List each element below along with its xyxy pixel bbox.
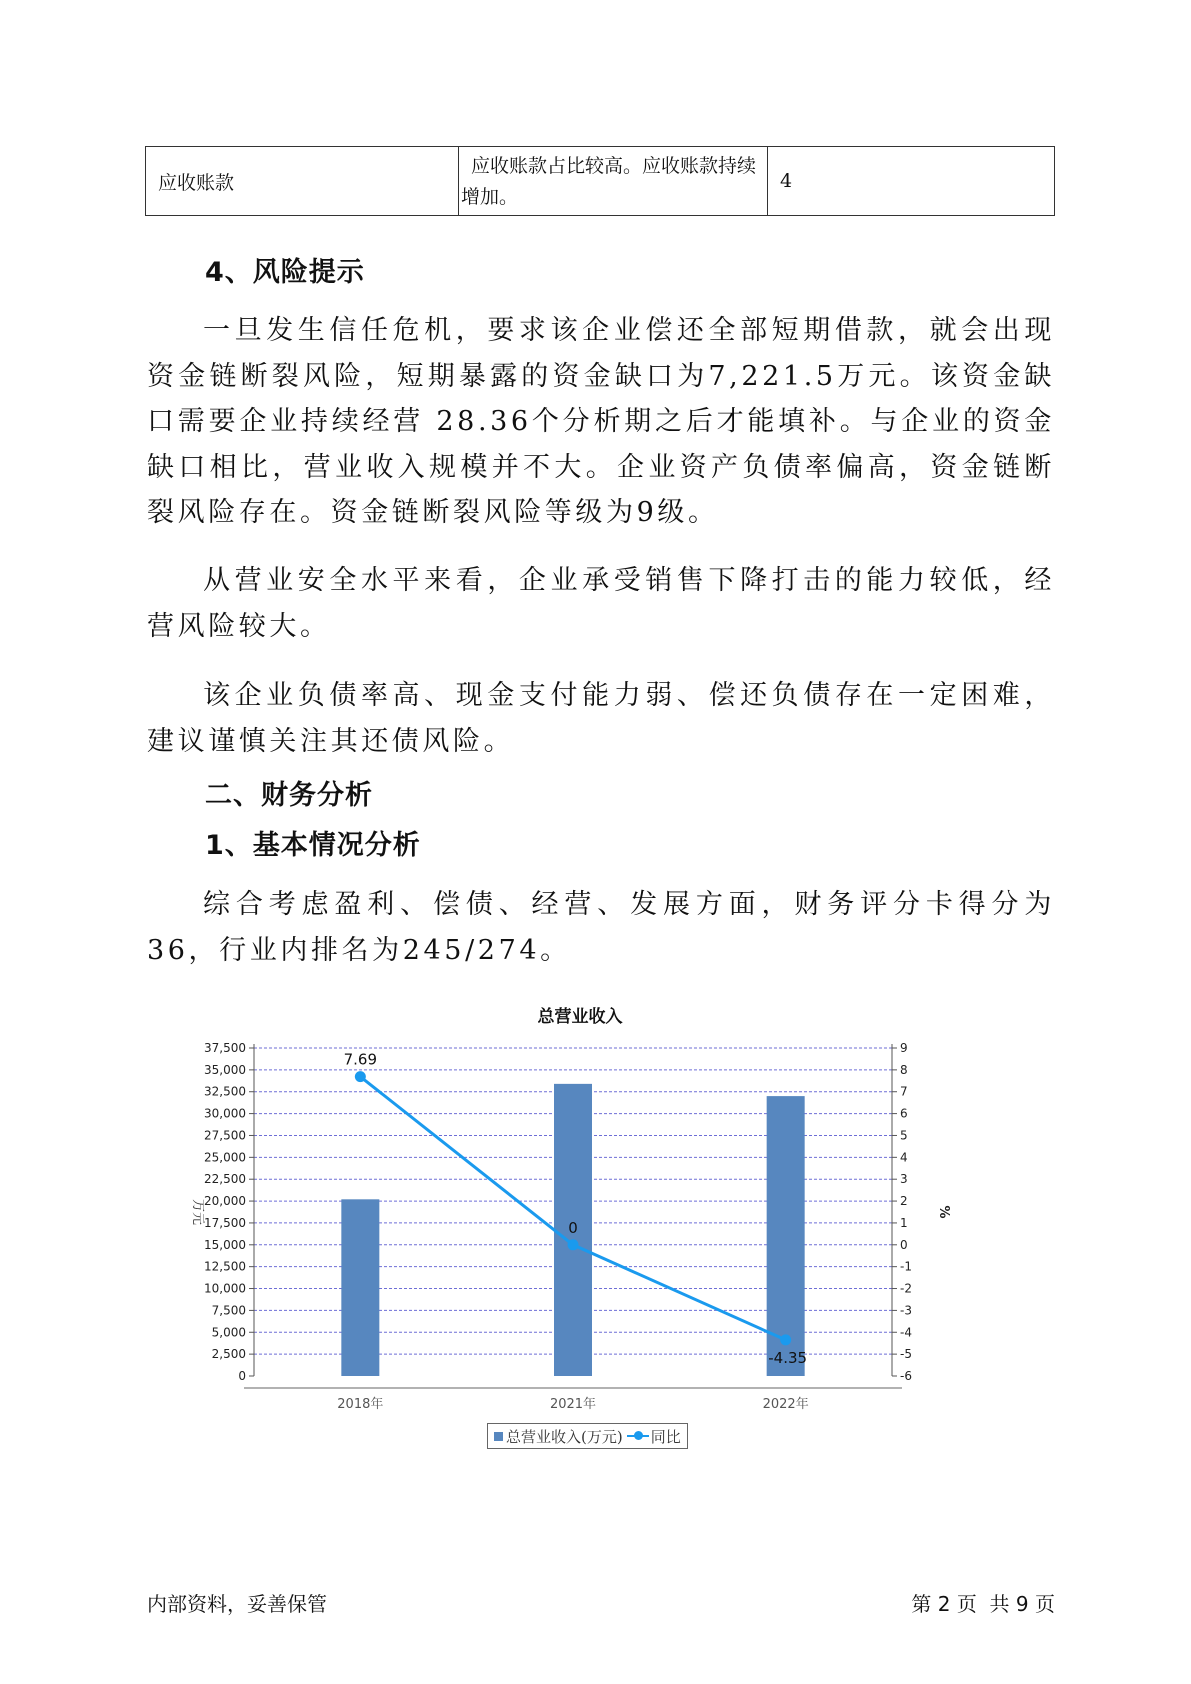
y-right-tick-label: -3 <box>900 1303 912 1318</box>
y-left-tick-label: 30,000 <box>204 1106 246 1121</box>
y-left-tick-label: 25,000 <box>204 1150 246 1165</box>
legend-bar-swatch <box>494 1432 503 1441</box>
y-left-tick-label: 20,000 <box>204 1194 246 1209</box>
x-tick-label: 2018年 <box>337 1397 384 1412</box>
y-left-tick-label: 32,500 <box>204 1084 246 1099</box>
risk-paragraph-1: 一旦发生信任危机，要求该企业偿还全部短期借款，就会出现资金链断裂风险，短期暴露的资金缺口为7,221.5万元。该资金缺口需要企业持续经营 28.36个分析期之后才能填补。与企业的资金缺口相比，营业收入规模并不大。企业资产负债率偏高，资金链断裂风险存在。资金链断裂风险等级为9级。 <box>147 315 1055 528</box>
y-left-tick-label: 7,500 <box>211 1303 246 1318</box>
chart-title: 总营业收入 <box>537 1007 623 1027</box>
y-right-tick-label: 8 <box>900 1062 908 1077</box>
y-right-tick-label: 2 <box>900 1194 908 1209</box>
y-right-tick-label: -5 <box>900 1347 912 1362</box>
y-right-tick-label: 0 <box>900 1237 908 1252</box>
table-cell-description: 应收账款占比较高。应收账款持续增加。 <box>459 147 768 216</box>
y-left-tick-label: 0 <box>238 1369 246 1383</box>
y-left-tick-label: 15,000 <box>204 1237 246 1252</box>
chart-svg <box>180 1000 980 1420</box>
y-right-tick-label: 6 <box>900 1106 908 1121</box>
y-right-tick-label: 7 <box>900 1084 908 1099</box>
y-left-tick-label: 17,500 <box>204 1215 246 1230</box>
y-left-tick-label: 10,000 <box>204 1281 246 1296</box>
yoy-data-label: 0 <box>568 1218 578 1237</box>
legend-bar-label: 总营业收入(万元) <box>506 1427 623 1446</box>
revenue-chart <box>180 1000 980 1460</box>
y-left-tick-label: 2,500 <box>211 1347 246 1362</box>
basic-paragraph: 综合考虑盈利、偿债、经营、发展方面，财务评分卡得分为36，行业内排名为245/274。 <box>147 889 1055 966</box>
y-left-tick-label: 22,500 <box>204 1172 246 1187</box>
yoy-data-label: -4.35 <box>768 1348 808 1367</box>
risk-paragraph-3: 该企业负债率高、现金支付能力弱、偿还负债存在一定困难，建议谨慎关注其还债风险。 <box>147 680 1055 757</box>
legend-line-label: 同比 <box>650 1427 681 1446</box>
y-left-tick-label: 37,500 <box>204 1041 246 1055</box>
y-left-tick-label: 27,500 <box>204 1128 246 1143</box>
risk-table <box>145 146 1055 216</box>
table-row <box>146 147 1055 216</box>
y-right-axis-label: % <box>936 1205 951 1219</box>
y-left-axis-label: 万元 <box>190 1198 205 1226</box>
y-right-tick-label: 1 <box>900 1215 908 1230</box>
chart-legend <box>487 1423 688 1449</box>
y-left-tick-label: 12,500 <box>204 1259 246 1274</box>
y-right-tick-label: 5 <box>900 1128 908 1143</box>
footer-left: 内部资料，妥善保管 <box>147 1592 327 1616</box>
legend-line-swatch <box>627 1435 649 1437</box>
risk-heading: 4、风险提示 <box>205 257 365 288</box>
x-tick-label: 2022年 <box>762 1397 809 1412</box>
y-right-tick-label: -4 <box>900 1325 912 1340</box>
y-left-tick-label: 5,000 <box>211 1325 246 1340</box>
yoy-point <box>355 1071 366 1082</box>
y-right-tick-label: -1 <box>900 1259 912 1274</box>
risk-paragraph-2: 从营业安全水平来看，企业承受销售下降打击的能力较低，经营风险较大。 <box>147 565 1055 642</box>
y-left-tick-label: 35,000 <box>204 1062 246 1077</box>
finance-heading: 二、财务分析 <box>205 780 373 811</box>
y-right-tick-label: -2 <box>900 1281 912 1296</box>
y-right-tick-label: -6 <box>900 1369 912 1383</box>
y-right-tick-label: 4 <box>900 1150 908 1165</box>
x-tick-label: 2021年 <box>549 1397 597 1412</box>
y-right-tick-label: 3 <box>900 1172 908 1187</box>
yoy-point <box>568 1239 579 1250</box>
yoy-data-label: 7.69 <box>343 1050 378 1069</box>
yoy-point <box>780 1334 791 1345</box>
table-cell-score: 4 <box>768 147 1055 216</box>
basic-heading: 1、基本情况分析 <box>205 830 421 861</box>
bar <box>341 1199 379 1376</box>
footer-page-number: 第 2 页 共 9 页 <box>911 1592 1055 1616</box>
y-right-tick-label: 9 <box>900 1041 908 1055</box>
table-cell-item: 应收账款 <box>146 147 459 216</box>
